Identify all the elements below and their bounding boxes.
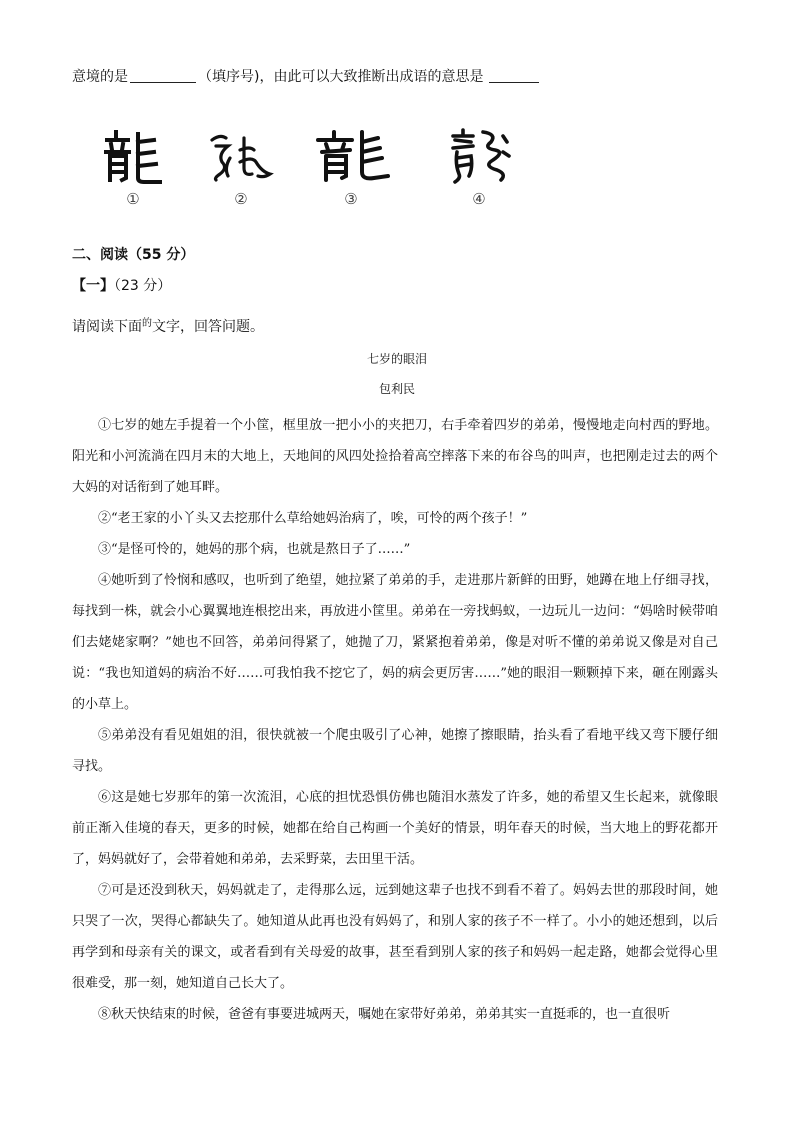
- paragraph: ①七岁的她左手提着一个小筐，框里放一把小小的夹把刀，右手牵着四岁的弟弟，慢慢地走向村西的野地。阳光和小河流淌在四月末的大地上，天地间的风四处捡拾着高空摔落下来的布谷鸟的叫声，也把刚走过去的两个大妈的对话衔到了她耳畔。: [72, 418, 718, 495]
- glyph-option-1: [98, 128, 168, 208]
- part-label: 【一】: [72, 278, 114, 294]
- article-body: [72, 410, 718, 1030]
- answer-blank-1[interactable]: [130, 68, 196, 83]
- glyph-option-2: [206, 128, 276, 208]
- dragon-clerical-glyph: [102, 128, 164, 184]
- instruction-text-end: 文字，回答问题。: [152, 319, 264, 335]
- glyph-number: ②: [234, 190, 248, 208]
- dragon-regular-glyph: [316, 128, 392, 184]
- question-line: [72, 66, 539, 86]
- question-prefix: 意境的是: [72, 69, 128, 85]
- glyph-options: [98, 128, 518, 224]
- part-heading: [72, 275, 171, 295]
- glyph-number: ④: [472, 190, 486, 208]
- part-score: （23 分）: [114, 278, 172, 294]
- paragraph: ⑥这是她七岁那年的第一次流泪，心底的担忧恐惧仿佛也随泪水蒸发了许多，她的希望又生长起来，就像眼前正渐入佳境的春天，更多的时候，她都在给自己构画一个美好的情景，明年春天的时候，当大地上的野花都开了，妈妈就好了，会带着她和弟弟，去采野菜，去田里干活。: [72, 790, 718, 867]
- instruction-text: 请阅读下面: [72, 319, 142, 335]
- paragraph: ③“是怪可怜的，她妈的那个病，也就是熬日子了……”: [98, 542, 411, 557]
- dragon-seal-glyph: [447, 128, 511, 184]
- question-middle: （填序号)，由此可以大致推断出成语的意思是: [198, 69, 484, 85]
- answer-blank-2[interactable]: [489, 68, 539, 83]
- glyph-number: ①: [126, 190, 140, 208]
- dragon-cursive-glyph: [206, 128, 276, 184]
- article-author: 包利民: [378, 382, 415, 396]
- reading-instruction: [72, 314, 264, 336]
- instruction-superscript: 的: [142, 318, 152, 329]
- article-title: 七岁的眼泪: [366, 352, 427, 366]
- glyph-number: ③: [344, 190, 358, 208]
- paragraph: ⑤弟弟没有看见姐姐的泪，很快就被一个爬虫吸引了心神，她擦了擦眼睛，抬头看了看地平线又弯下腰仔细寻找。: [72, 728, 718, 774]
- paragraph: ⑦可是还没到秋天，妈妈就走了，走得那么远，远到她这辈子也找不到看不着了。妈妈去世的那段时间，她只哭了一次，哭得心都缺失了。她知道从此再也没有妈妈了，和别人家的孩子不一样了。小小的她还想到，以后再学到和母亲有关的课文，或者看到有关母爱的故事，甚至看到别人家的孩子和妈妈一起走路，她都会觉得心里很难受，那一刻，她知道自己长大了。: [72, 883, 718, 991]
- glyph-option-4: [444, 128, 514, 208]
- section-title: 二、阅读（55 分）: [72, 247, 195, 263]
- paragraph: ②“老王家的小丫头又去挖那什么草给她妈治病了，唉，可怜的两个孩子！”: [98, 511, 528, 526]
- glyph-option-3: [316, 128, 386, 208]
- paragraph: ⑧秋天快结束的时候，爸爸有事要进城两天，嘱她在家带好弟弟，弟弟其实一直挺乖的，也一直很听: [98, 1007, 671, 1022]
- paragraph: ④她听到了怜悯和感叹，也听到了绝望，她拉紧了弟弟的手，走进那片新鲜的田野，她蹲在地上仔细寻找，每找到一株，就会小心翼翼地连根挖出来，再放进小筐里。弟弟在一旁找蚂蚁，一边玩儿一边问：“妈啥时候带咱们去姥姥家啊？”她也不回答，弟弟问得紧了，她抛了刀，紧紧抱着弟弟，像是对听不懂的弟弟说又像是对自己说：“我也知道妈的病治不好……可我怕我不挖它了，妈的病会更厉害……”她的眼泪一颗颗掉下来，砸在刚露头的小草上。: [72, 573, 718, 712]
